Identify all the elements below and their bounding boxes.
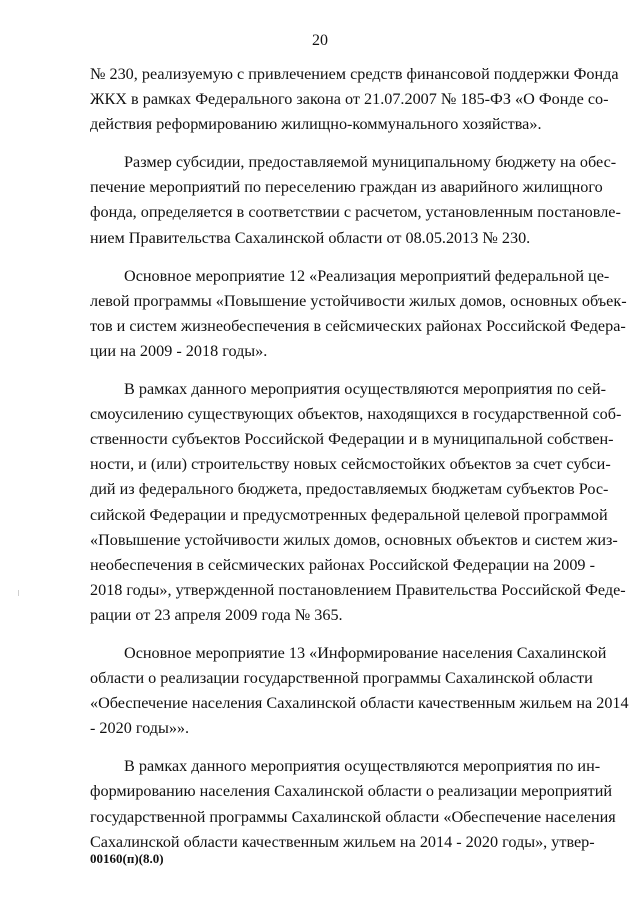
paragraph-1 <box>90 62 619 137</box>
text-line: «Повышение устойчивости жилых домов, основных объектов и систем жиз- <box>90 530 618 549</box>
paragraph-gap <box>90 137 581 150</box>
paragraph-2 <box>90 150 621 250</box>
paragraph-gap <box>90 628 581 641</box>
text-line: сийской Федерации и предусмотренных федеральной целевой программой <box>90 505 608 524</box>
text-line: нием Правительства Сахалинской области от 08.05.2013 № 230. <box>90 228 531 247</box>
text-line: государственной программы Сахалинской области «Обеспечение населения <box>90 807 616 826</box>
paragraph-3 <box>90 264 627 364</box>
text-line: Сахалинской области качественным жильем на 2014 - 2020 годы», утвер- <box>90 832 595 851</box>
text-line: Основное мероприятие 13 «Информирование населения Сахалинской <box>124 643 607 662</box>
paragraph-gap <box>90 364 581 377</box>
text-line: ственности субъектов Российской Федерации и в муниципальной собствен- <box>90 430 614 449</box>
paragraph-5 <box>90 641 629 741</box>
text-line: Размер субсидии, предоставляемой муниципальному бюджету на обес- <box>124 153 617 172</box>
text-line: необеспечения в сейсмических районах Российской Федерации на 2009 - <box>90 555 595 574</box>
document-code: 00160(п)(8.0) <box>90 851 164 866</box>
text-line: печение мероприятий по переселению граждан из аварийного жилищного <box>90 178 603 197</box>
text-line: формированию населения Сахалинской области о реализации мероприятий <box>90 782 613 801</box>
text-line: «Обеспечение населения Сахалинской области качественным жильем на 2014 <box>90 694 629 713</box>
paragraph-4 <box>90 377 626 628</box>
body-text <box>90 62 629 855</box>
text-line: дий из федерального бюджета, предоставляемых бюджетам субъектов Рос- <box>90 480 609 499</box>
text-line: рации от 23 апреля 2009 года № 365. <box>90 605 343 624</box>
text-line: ЖКХ в рамках Федерального закона от 21.07.2007 № 185-ФЗ «О Фонде со- <box>90 90 609 109</box>
text-line: 2018 годы», утвержденной постановлением Правительства Российской Феде- <box>90 580 626 599</box>
text-line: ции на 2009 - 2018 годы». <box>90 341 268 360</box>
text-line: области о реализации государственной программы Сахалинской области <box>90 669 593 688</box>
text-line: Основное мероприятие 12 «Реализация мероприятий федеральной це- <box>124 266 610 285</box>
text-line: фонда, определяется в соответствии с расчетом, установленным постановле- <box>90 203 621 222</box>
page-number: 20 <box>312 32 328 49</box>
paragraph-6 <box>90 754 616 854</box>
text-line: № 230, реализуемую с привлечением средств финансовой поддержки Фонда <box>90 65 619 83</box>
paragraph-gap <box>90 251 581 264</box>
paragraph-gap <box>90 741 581 754</box>
text-line: В рамках данного мероприятия осуществляются мероприятия по сей- <box>124 380 607 399</box>
text-line: смоусилению существующих объектов, находящихся в государственной соб- <box>90 405 622 424</box>
text-line: левой программы «Повышение устойчивости жилых домов, основных объек- <box>90 291 627 310</box>
scan-margin-mark <box>18 590 19 596</box>
text-line: В рамках данного мероприятия осуществляются мероприятия по ин- <box>124 757 601 776</box>
text-line: ности, и (или) строительству новых сейсмостойких объектов за счет субси- <box>90 455 611 474</box>
text-line: действия реформированию жилищно-коммунального хозяйства». <box>90 115 542 134</box>
text-line: тов и систем жизнеобеспечения в сейсмических районах Российской Федера- <box>90 316 626 335</box>
text-line: - 2020 годы»». <box>90 719 190 738</box>
